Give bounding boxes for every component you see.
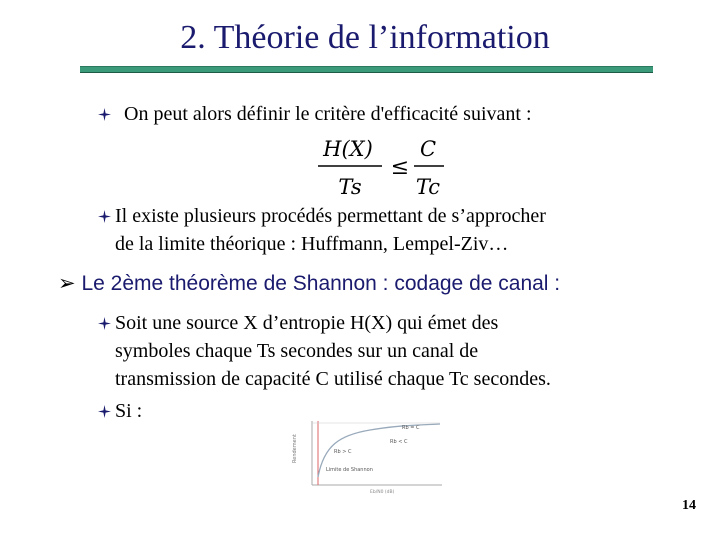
svg-text:Rendement: Rendement [292,434,298,463]
slide-title: 2. Théorie de l’information [180,19,550,56]
formula-relation: ≤ [390,155,410,180]
efficiency-formula [310,134,450,200]
sparkle-bullet-icon [98,405,111,418]
svg-text:Rb > C: Rb > C [334,449,352,455]
svg-text:Rb < C: Rb < C [390,439,408,445]
sparkle-bullet-icon [98,210,111,223]
formula-graphic [310,134,450,200]
svg-text:Rb = C: Rb = C [402,425,420,431]
sparkle-bullet-icon [98,108,111,121]
bullet-efficiency-criterion: On peut alors définir le critère d'efficacité suivant : [124,103,532,125]
page-number: 14 [682,498,696,513]
bullet-condition: Si : [115,400,143,422]
section-heading-shannon-2 [58,270,560,297]
bullet-approach-methods-line2: de la limite théorique : Huffmann, Lempel-Ziv… [115,233,509,255]
formula-den-right: Tc [415,175,441,199]
title-underline [80,66,653,73]
shannon-limit-graph-icon [290,415,450,497]
bullet-approach-methods-line1: Il existe plusieurs procédés permettant de s’approcher [115,205,546,227]
section-heading-text: Le 2ème théorème de Shannon : codage de canal : [81,272,561,295]
arrow-bullet-icon: ➢ [58,271,76,295]
bullet-source-line2: symboles chaque Ts secondes sur un canal de [115,340,479,362]
sparkle-bullet-icon [98,317,111,330]
svg-text:Limite de Shannon: Limite de Shannon [326,467,373,473]
bullet-source-line3: transmission de capacité C utilisé chaque Tc secondes. [115,368,551,390]
bullet-source-line1: Soit une source X d’entropie H(X) qui émet des [115,312,499,334]
formula-den-left: Ts [338,175,362,199]
formula-num-right: C [419,137,437,161]
svg-text:Eb/N0 (dB): Eb/N0 (dB) [370,490,395,495]
formula-num-left: H(X) [323,137,373,161]
